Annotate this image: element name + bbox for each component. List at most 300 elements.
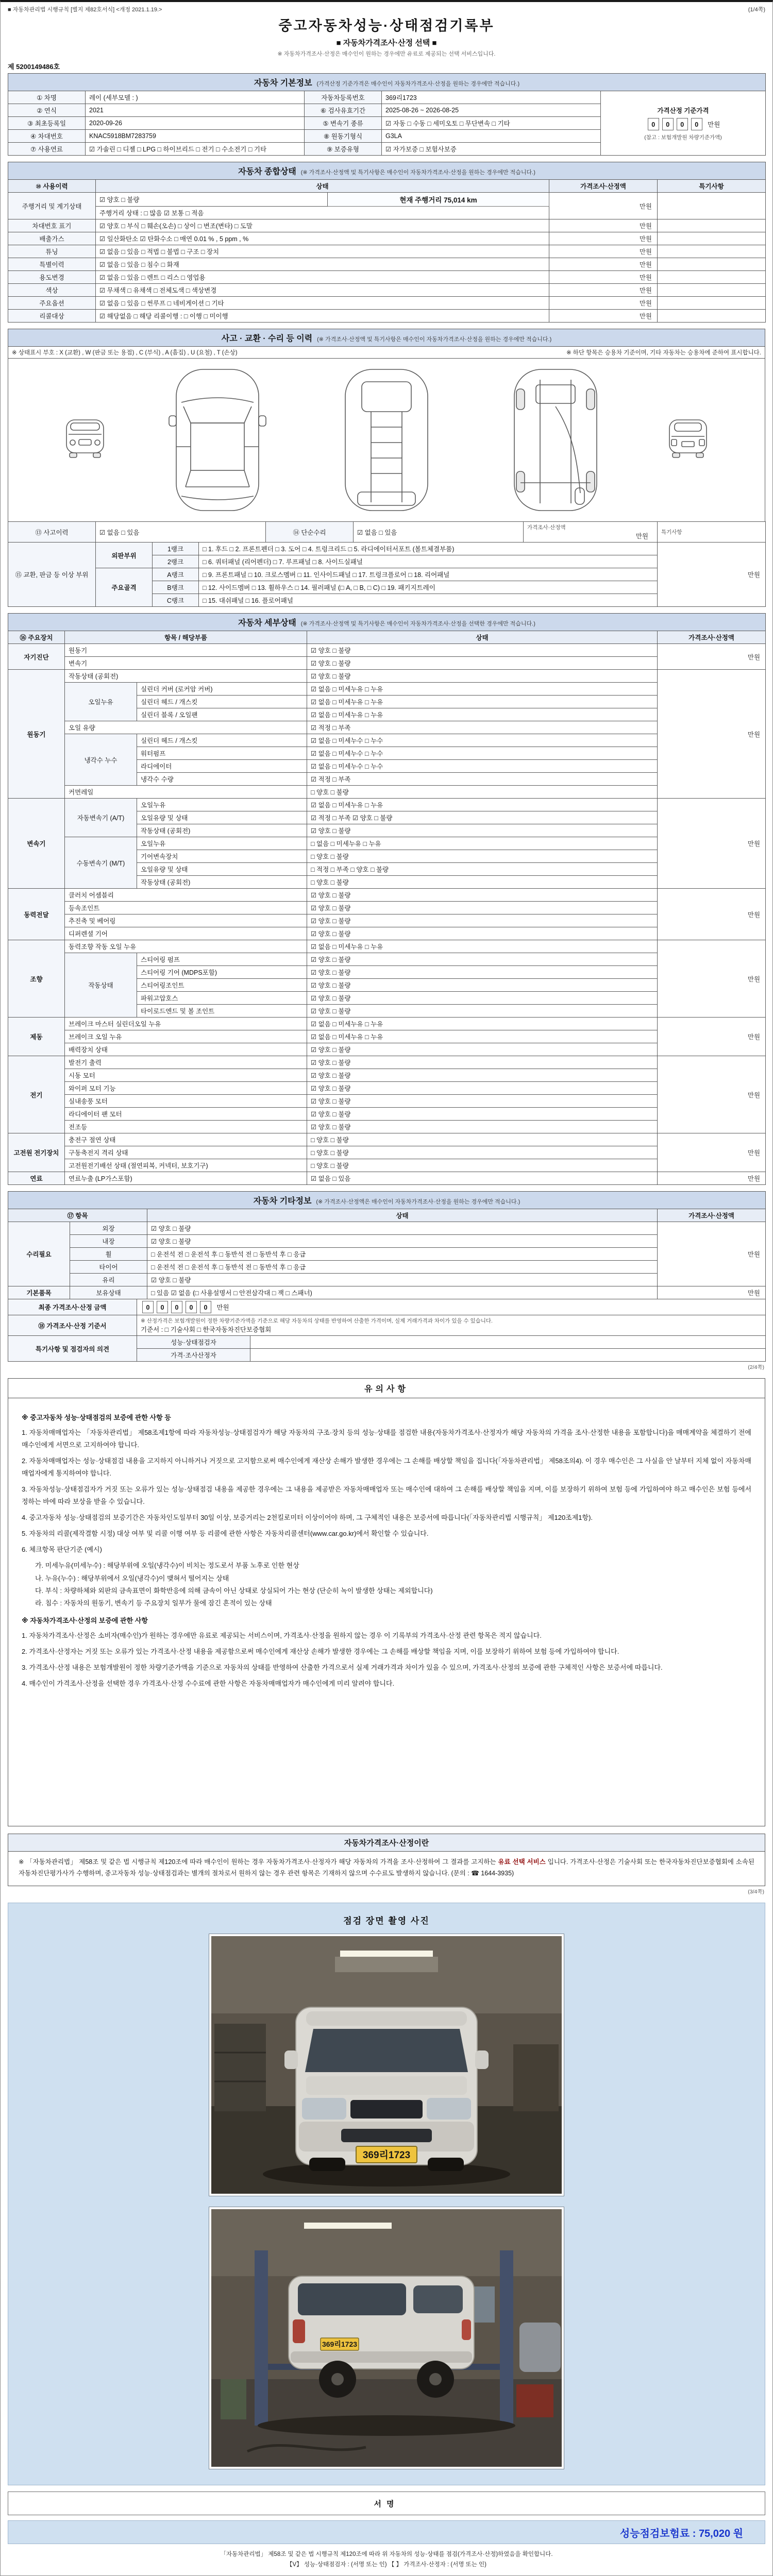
cell: 오일누유 bbox=[137, 837, 307, 850]
element: 성능점검보험료 : bbox=[619, 2528, 696, 2539]
element: 만원 bbox=[216, 1304, 229, 1311]
element bbox=[427, 2098, 471, 2120]
page-subtitle-note: ※ 자동차가격조사·산정은 매수인이 원하는 경우에만 유료로 제공되는 선택 서비스입니다. bbox=[277, 51, 496, 57]
element: ※ 상태표시 부호 : X (교환) , W (판금 또는 용접) , C (부식) , A (흠집) , U (요철) , T (손상) bbox=[12, 350, 238, 356]
pricing-info-body bbox=[8, 1852, 765, 1886]
cell: 만원 bbox=[658, 889, 766, 940]
cell: 배출가스 bbox=[8, 232, 96, 245]
element: 0 bbox=[648, 118, 659, 130]
cell: 만원 bbox=[549, 219, 658, 232]
element bbox=[429, 2373, 442, 2385]
table-row bbox=[8, 614, 766, 631]
cell: ② 연식 bbox=[8, 104, 86, 117]
element bbox=[513, 2044, 559, 2111]
cell: 특별이력 bbox=[8, 258, 96, 271]
element: 기준서 : □ 기술사회 □ 한국자동차진단보증협회 bbox=[141, 1326, 272, 1333]
cell: 연료 bbox=[8, 1172, 65, 1185]
cell: 작동상태 (공회전) bbox=[137, 876, 307, 889]
cell: ☑ 양호 □ 불량 bbox=[96, 193, 328, 207]
cell: 만원 bbox=[658, 1133, 766, 1172]
table-row bbox=[8, 1336, 766, 1349]
cell: 실린더 커버 (로커암 커버) bbox=[137, 683, 307, 696]
element bbox=[8, 614, 766, 1185]
table-row bbox=[8, 1286, 766, 1299]
cell: C랭크 bbox=[153, 594, 199, 607]
cell: ⑥ 검사유효기간 bbox=[305, 104, 382, 117]
cell: 1랭크 bbox=[153, 543, 199, 555]
cell: ⑯ 주요장치 bbox=[8, 631, 65, 644]
cell: 특기사항 bbox=[658, 180, 766, 193]
cell bbox=[524, 522, 658, 543]
cell: ① 차명 bbox=[8, 91, 86, 104]
table-row bbox=[8, 359, 765, 522]
element: (참고 : 보험개발원 차량기준가액) bbox=[644, 134, 722, 141]
element bbox=[341, 2129, 432, 2142]
cell bbox=[658, 522, 766, 543]
cell: ⑭ 단순수리 bbox=[266, 522, 354, 543]
element bbox=[8, 162, 766, 323]
cell: 고전원 전기장치 bbox=[8, 1133, 65, 1172]
cell: A랭크 bbox=[153, 568, 199, 581]
element: 1. 자동차매매업자는 「자동차관리법」 제58조제1항에 따라 자동차성능·상태점검자가 해당 자동차의 구조·장치 등의 성능·상태를 점검한 내용(자동차가격조사·산정자가 해당 자동차의 가격을 조사·산정한 내용을 포함합니다)을 매매계약을 체결하기 전에 매수인에게 서면으로 고지하여야 합니다. bbox=[22, 1429, 751, 1449]
cell: ☑ 자가보증 □ 보험사보증 bbox=[382, 143, 601, 156]
element: 만원 bbox=[635, 533, 648, 540]
cell: 작동상태 bbox=[65, 953, 137, 1018]
final-price-table bbox=[8, 1299, 766, 1315]
cell: 가격조사·산정액 bbox=[658, 631, 766, 644]
table-row bbox=[8, 1095, 766, 1108]
cell: 가격조사·산정액 bbox=[658, 1209, 766, 1222]
cell: ☑ 없음 □ 미세누유 □ 누유 bbox=[307, 708, 658, 721]
cell: ⑬ 사고이력 bbox=[8, 522, 96, 543]
cell: ☑ 없음 □ 미세누수 □ 누수 bbox=[307, 760, 658, 773]
section-header-overall bbox=[8, 162, 766, 180]
element bbox=[93, 453, 100, 457]
cell: 튜닝 bbox=[8, 245, 96, 258]
element bbox=[696, 453, 703, 457]
element: 사고 · 교환 · 수리 등 이력 bbox=[221, 334, 313, 343]
cell: □ 12. 사이드멤버 □ 13. 휠하우스 □ 14. 필러패널 (□ A, □ B, □ C) □ 19. 패키지트레이 bbox=[199, 581, 658, 594]
cell: ☑ 없음 □ 있음 □ 적법 □ 불법 □ 구조 □ 장치 bbox=[96, 245, 549, 258]
cell: 고전원전기배선 상태 (절연피복, 커넥터, 보호기구) bbox=[65, 1159, 307, 1172]
overall-condition-table bbox=[8, 162, 766, 323]
cell: 파워고압호스 bbox=[137, 992, 307, 1005]
table-row bbox=[8, 1146, 766, 1159]
cell: 주행거리 및 계기상태 bbox=[8, 193, 96, 219]
cell: 기어변속장치 bbox=[137, 850, 307, 863]
cell: ☑ 없음 □ 미세누유 □ 누유 bbox=[307, 940, 658, 953]
cell: 상태 bbox=[307, 631, 658, 644]
table-row bbox=[8, 644, 766, 657]
cell: ☑ 적정 □ 부족 bbox=[307, 721, 658, 734]
cell: 제동 bbox=[8, 1018, 65, 1056]
cell: ☑ 가솔린 □ 디젤 □ LPG □ 하이브리드 □ 전기 □ 수소전기 □ 기타 bbox=[86, 143, 305, 156]
basic-info-table bbox=[8, 73, 766, 156]
cell: 수리필요 bbox=[8, 1222, 70, 1286]
cell: 발전기 출력 bbox=[65, 1056, 307, 1069]
cell: ☑ 없음 □ 있음 □ 썬루프 □ 네비게이션 □ 기타 bbox=[96, 297, 549, 310]
table-row bbox=[8, 329, 765, 347]
element bbox=[176, 369, 259, 511]
cell: ☑ 없음 □ 미세누유 □ 누유 bbox=[307, 1030, 658, 1043]
car-diagram-top-exterior bbox=[157, 365, 278, 515]
cell: □ 운전석 전 □ 운전석 후 □ 동반석 전 □ 동반석 후 □ 응급 bbox=[147, 1248, 658, 1261]
cell: ☑ 양호 □ 불량 bbox=[307, 902, 658, 914]
table-row bbox=[8, 953, 766, 966]
element: 특기사항 bbox=[661, 529, 682, 535]
element bbox=[516, 2384, 553, 2417]
cell: □ 6. 쿼터패널 (리어펜더) □ 7. 루프패널 □ 8. 사이드실패널 bbox=[199, 555, 658, 568]
cell: 라디에이터 bbox=[137, 760, 307, 773]
cell: 기본품목 bbox=[8, 1286, 70, 1299]
cell: KNAC5918BM7283759 bbox=[86, 130, 305, 143]
signature-box bbox=[8, 2492, 765, 2516]
element: 0 bbox=[677, 118, 688, 130]
section-header-basic bbox=[8, 74, 766, 91]
table-row bbox=[8, 1069, 766, 1082]
cell: 항목 / 해당부품 bbox=[65, 631, 307, 644]
element: 가격조사·산정액 bbox=[527, 524, 566, 531]
table-row bbox=[8, 522, 766, 543]
table-row bbox=[8, 258, 766, 271]
cell: 오일유량 및 상태 bbox=[137, 811, 307, 824]
table-row bbox=[8, 1315, 766, 1336]
table-row bbox=[8, 568, 766, 581]
table-row bbox=[8, 914, 766, 927]
base-price-box bbox=[601, 91, 766, 156]
cell: □ 양호 □ 불량 bbox=[307, 1133, 658, 1146]
element: (※ 가격조사·산정액 및 특기사항은 매수인이 자동차가격조사·산정을 원하는 경우에만 적습니다.) bbox=[300, 170, 535, 176]
cell: 주요옵션 bbox=[8, 297, 96, 310]
cell bbox=[658, 284, 766, 297]
element bbox=[211, 1936, 562, 2013]
base-price-digits bbox=[604, 118, 762, 130]
cell: ☑ 없음 □ 있음 □ 렌트 □ 리스 □ 영업용 bbox=[96, 271, 549, 284]
cell: ④ 차대번호 bbox=[8, 130, 86, 143]
cell: ☑ 양호 □ 불량 bbox=[147, 1222, 658, 1235]
element bbox=[214, 2024, 266, 2111]
car-diagram-rear-view bbox=[664, 365, 712, 515]
page-marker-3: (3/4쪽) bbox=[748, 1888, 764, 1895]
cell: 만원 bbox=[549, 258, 658, 271]
cell: ☑ 양호 □ 불량 bbox=[307, 657, 658, 670]
cell bbox=[658, 310, 766, 323]
table-row bbox=[8, 1030, 766, 1043]
element bbox=[516, 471, 525, 492]
element: 0 bbox=[171, 1301, 182, 1313]
cell: 원동기 bbox=[65, 644, 307, 657]
element bbox=[306, 2011, 467, 2026]
cell: 디퍼렌셜 기어 bbox=[65, 927, 307, 940]
cell: 보유상태 bbox=[70, 1286, 147, 1299]
table-row bbox=[8, 902, 766, 914]
table-row bbox=[8, 837, 766, 850]
table-row bbox=[8, 193, 766, 207]
cell: ☑ 양호 □ 불량 bbox=[307, 1121, 658, 1133]
cell: ☑ 없음 □ 있음 bbox=[354, 522, 524, 543]
cell: ☑ 없음 □ 미세누유 □ 누유 bbox=[307, 696, 658, 708]
element bbox=[673, 453, 680, 457]
element bbox=[284, 2050, 298, 2069]
table-row bbox=[8, 91, 766, 104]
table-row bbox=[8, 1056, 766, 1069]
element bbox=[586, 471, 595, 492]
cell: 자동차등록번호 bbox=[305, 91, 382, 104]
cell: 타이로드엔드 및 볼 조인트 bbox=[137, 1005, 307, 1018]
etc-info-table bbox=[8, 1191, 766, 1299]
cell: ⑦ 사용연료 bbox=[8, 143, 86, 156]
element: 6. 체크항목 판단기준 (예시) bbox=[22, 1546, 102, 1554]
element bbox=[8, 1315, 766, 1336]
cell: ☑ 양호 □ 불량 bbox=[307, 889, 658, 902]
element bbox=[475, 2050, 489, 2069]
assessor-basis-table bbox=[8, 1315, 766, 1336]
cell: 외판부위 bbox=[96, 543, 153, 568]
table-row bbox=[8, 1043, 766, 1056]
element: 3. 자동차성능·상태점검자가 거짓 또는 오류가 있는 성능·상태점검 내용을 제공한 경우에는 그 내용을 제공받은 자동차매매업자 또는 매수인에 대하여 그 손해를 배상할 책임을 지며, 이를 보장하기 위하여 보험 등에 가입하여야 하고 매수인은 보험 등에서 정하는 바에 따라 보상을 받을 수 있습니다. bbox=[22, 1485, 752, 1506]
cell: 변속기 bbox=[8, 799, 65, 889]
cell: 스티어링 펌프 bbox=[137, 953, 307, 966]
element: 4. 매수인이 가격조사·산정을 선택한 경우 가격조사·산정 수수료에 관한 사항은 자동차매매업자가 매수인에게 미리 알려야 합니다. bbox=[22, 1679, 395, 1687]
notice-body bbox=[8, 1398, 765, 1826]
cell: 와이퍼 모터 기능 bbox=[65, 1082, 307, 1095]
cell: 조향 bbox=[8, 940, 65, 1018]
element bbox=[8, 522, 766, 543]
cell: ☑ 양호 □ 불량 bbox=[307, 1043, 658, 1056]
element: 1. 자동차가격조사·산정은 소비자(매수인)가 원하는 경우에만 유료로 제공되는 서비스이며, 가격조사·산정을 원하지 않는 경우 이 기록부의 가격조사·산정 관련 항목은 적지 않습니다. bbox=[22, 1631, 542, 1639]
table-row bbox=[8, 1172, 766, 1185]
current-mileage: 현재 주행거리 75,014 km bbox=[328, 193, 549, 207]
cell: 만원 bbox=[658, 940, 766, 1018]
cell: ☑ 양호 □ 불량 bbox=[307, 1056, 658, 1069]
table-row bbox=[8, 1192, 766, 1209]
cell: 브레이크 오일 누유 bbox=[65, 1030, 307, 1043]
cell: ☑ 양호 □ 불량 bbox=[307, 953, 658, 966]
element: 자동차 세부상태 bbox=[238, 619, 296, 628]
table-row bbox=[8, 1235, 766, 1248]
element: 0 bbox=[157, 1301, 168, 1313]
table-row bbox=[8, 631, 766, 644]
table-row bbox=[8, 786, 766, 799]
cell: ⑱ 가격조사·산정 기준서 bbox=[8, 1315, 137, 1336]
element bbox=[291, 2351, 472, 2363]
cell bbox=[658, 219, 766, 232]
cell: 2020-09-26 bbox=[86, 117, 305, 130]
table-row bbox=[8, 284, 766, 297]
cell bbox=[250, 1336, 766, 1349]
cell: 차대번호 표기 bbox=[8, 219, 96, 232]
page-marker-2: (2/4쪽) bbox=[748, 1364, 764, 1370]
insurance-fee bbox=[620, 2525, 743, 2540]
element bbox=[309, 2158, 345, 2171]
cell: 만원 bbox=[549, 245, 658, 258]
table-row bbox=[8, 310, 766, 323]
element bbox=[263, 2162, 510, 2187]
cell: 내장 bbox=[70, 1235, 147, 1248]
cell: 만원 bbox=[658, 1222, 766, 1286]
cell: 시동 모터 bbox=[65, 1069, 307, 1082]
cell: ☑ 양호 □ 불량 bbox=[307, 1082, 658, 1095]
element: ※ 산정가격은 보험개발원이 정한 차량기준가액을 기준으로 해당 자동차의 상태를 반영하여 산출한 가격이며, 실제 거래가격과 차이가 있을 수 있습니다. bbox=[141, 1318, 493, 1324]
element: 0 bbox=[691, 118, 702, 130]
inspection-photo-front-frame bbox=[209, 1934, 564, 2196]
cell: 레이 (세부모델 : ) bbox=[86, 91, 305, 104]
cell: 주행거리 상태 : □ 많음 ☑ 보통 □ 적음 bbox=[96, 207, 549, 219]
insurance-band bbox=[8, 2520, 765, 2544]
element: 유료 선택 서비스 bbox=[498, 1858, 546, 1866]
table-row bbox=[8, 734, 766, 747]
cell: ☑ 양호 □ 불량 bbox=[307, 644, 658, 657]
element bbox=[413, 2285, 463, 2313]
cell: 상태 bbox=[147, 1209, 658, 1222]
cell: 구동축전지 격리 상태 bbox=[65, 1146, 307, 1159]
cell: 오일누유 bbox=[137, 799, 307, 811]
table-row bbox=[8, 799, 766, 811]
cell: 동력조향 작동 오일 누유 bbox=[65, 940, 307, 953]
element bbox=[259, 416, 266, 426]
cell: 전기 bbox=[8, 1056, 65, 1133]
table-row bbox=[8, 1222, 766, 1235]
element: 입니다. 가격조사·산정은 기술사회 또는 한국자동차진단보증협회에 소속된 자동차진단평가사가 수행하며, 중고자동차 성능·상태점검과는 별개의 절차로서 원하지 않는 경우 관련 항목은 기재하지 않으며 수수료도 발생하지 않습니다. (문의 : ☎ 1644-3935) bbox=[19, 1858, 754, 1877]
detail-condition-table bbox=[8, 613, 766, 1185]
notice-title: 유의사항 bbox=[8, 1379, 765, 1398]
state-code-legend bbox=[12, 348, 761, 357]
table-row bbox=[8, 721, 766, 734]
table-row bbox=[8, 657, 766, 670]
element: 라. 침수 : 자동차의 원동기, 변속기 등 주요장치 일부가 물에 잠긴 흔적이 있는 상태 bbox=[35, 1599, 272, 1607]
cell: ☑ 양호 □ 불량 bbox=[147, 1235, 658, 1248]
cell: ☑ 없음 □ 미세누유 □ 누유 bbox=[307, 683, 658, 696]
element: ※ 하단 항목은 승용차 기준이며, 기타 자동차는 승용차에 준하여 표시합니다. bbox=[566, 350, 761, 356]
cell: ☑ 없음 □ 미세누수 □ 누수 bbox=[307, 747, 658, 760]
footer-line-1: 「자동차관리법」 제58조 및 같은 법 시행규칙 제120조에 따라 위 자동차의 성능·상태를 점검(가격조사·산정)하였음을 확인합니다. bbox=[220, 2551, 553, 2557]
cell: □ 적정 □ 부족 □ 양호 □ 불량 bbox=[307, 863, 658, 876]
table-row bbox=[8, 245, 766, 258]
element bbox=[350, 2100, 423, 2119]
cell: ☑ 없음 □ 미세누수 □ 누수 bbox=[307, 734, 658, 747]
cell: ☑ 해당없음 □ 해당 리콜이행 : □ 이행 □ 미이행 bbox=[96, 310, 549, 323]
cell: 만원 bbox=[658, 1056, 766, 1133]
cell: 만원 bbox=[658, 644, 766, 670]
cell: 냉각수 수량 bbox=[137, 773, 307, 786]
table-row bbox=[8, 232, 766, 245]
element bbox=[169, 416, 176, 426]
table-row bbox=[8, 683, 766, 696]
table-row bbox=[8, 347, 765, 359]
element: ※ 중고자동차 성능·상태점검의 보증에 관한 사항 등 bbox=[22, 1414, 171, 1421]
cell: 실린더 블록 / 오일팬 bbox=[137, 708, 307, 721]
cell: 추진축 및 베어링 bbox=[65, 914, 307, 927]
cell: 용도변경 bbox=[8, 271, 96, 284]
element: ※ 「자동차관리법」 제58조 및 같은 법 시행규칙 제120조에 따라 매수인이 원하는 경우 자동차가격조사·산정자가 해당 자동차의 가격을 조사·산정하여 그 결과를 고지하는 bbox=[19, 1858, 498, 1866]
cell: 만원 bbox=[549, 297, 658, 310]
table-row bbox=[8, 1248, 766, 1261]
element bbox=[221, 2379, 246, 2419]
cell: 동력전달 bbox=[8, 889, 65, 940]
cell: 실린더 헤드 / 개스킷 bbox=[137, 696, 307, 708]
element: 2. 가격조사·산정자는 거짓 또는 오류가 있는 가격조사·산정 내용을 제공함으로써 매수인에게 재산상 손해가 발생한 경우에는 그 손해를 배상할 책임을 지며, 이를 보장하기 위하여 보험 등에 가입하여야 합니다. bbox=[22, 1647, 619, 1655]
cell: 클러치 어셈블리 bbox=[65, 889, 307, 902]
element bbox=[586, 389, 595, 410]
cell: ☑ 없음 □ 미세누유 □ 누유 bbox=[307, 799, 658, 811]
cell: 커먼레일 bbox=[65, 786, 307, 799]
cell bbox=[658, 245, 766, 258]
element bbox=[8, 543, 766, 607]
element: (※ 가격조사·산정액 및 특기사항은 매수인이 자동차가격조사·산정을 선택한 경우에만 적습니다.) bbox=[300, 621, 535, 627]
footer-line-2: 【V】 성능·상태점검자 : (서명 또는 인) 【 】 가격조사·산정자 : (서명 또는 인) bbox=[287, 2562, 486, 2568]
cell: ☑ 없음 □ 있음 □ 침수 □ 화재 bbox=[96, 258, 549, 271]
element bbox=[500, 2250, 513, 2426]
cell: ⑧ 원동기형식 bbox=[305, 130, 382, 143]
cell: 주요골격 bbox=[96, 568, 153, 607]
element bbox=[70, 453, 77, 457]
cell: □ 1. 후드 □ 2. 프론트펜더 □ 3. 도어 □ 4. 트렁크리드 □ 5. 라디에이터서포트 (볼트체결부품) bbox=[199, 543, 658, 555]
cell: 작동상태 (공회전) bbox=[65, 670, 307, 683]
cell: ☑ 양호 □ 불량 bbox=[307, 670, 658, 683]
cell: ☑ 양호 □ 불량 bbox=[307, 1095, 658, 1108]
element: 자동차 기타정보 bbox=[253, 1197, 312, 1206]
cell: ☑ 양호 □ 불량 bbox=[307, 914, 658, 927]
element: 나. 누유(누수) : 해당부위에서 오일(냉각수)이 맺혀서 떨어지는 상태 bbox=[35, 1574, 229, 1582]
cell: 외장 bbox=[70, 1222, 147, 1235]
element: 다. 부식 : 차량하체와 외판의 금속표면이 화학반응에 의해 금속이 아닌 상태로 상실되어 가는 현상 (단순히 녹이 발생한 상태는 제외합니다) bbox=[35, 1586, 433, 1595]
cell: 실린더 헤드 / 개스킷 bbox=[137, 734, 307, 747]
accident-summary-table bbox=[8, 521, 766, 543]
cell: ☑ 일산화탄소 ☑ 탄화수소 □ 매연 0.01 % , 5 ppm , % bbox=[96, 232, 549, 245]
cell: 2025-08-26 ~ 2026-08-25 bbox=[382, 104, 601, 117]
element bbox=[305, 2029, 468, 2072]
cell: ⑰ 항목 bbox=[8, 1209, 147, 1222]
element bbox=[340, 1951, 433, 1957]
cell: ☑ 양호 □ 불량 bbox=[307, 992, 658, 1005]
element bbox=[298, 2283, 406, 2315]
cell bbox=[658, 193, 766, 219]
cell: 2021 bbox=[86, 104, 305, 117]
photo-section-title: 점검 장면 촬영 사진 bbox=[343, 1916, 430, 1926]
cell: 369리1723 bbox=[382, 91, 601, 104]
table-row bbox=[8, 1082, 766, 1095]
element: 자동차 종합상태 bbox=[238, 167, 296, 176]
element bbox=[462, 2319, 471, 2340]
cell: 휠 bbox=[70, 1248, 147, 1261]
cell: ⑮ 교환, 판금 등 이상 부위 bbox=[8, 543, 96, 607]
license-plate-rear: 369리1723 bbox=[322, 2340, 358, 2348]
signature-label: 서명 bbox=[374, 2499, 399, 2509]
inspection-photo-lift-frame bbox=[209, 2207, 564, 2469]
table-row bbox=[8, 543, 766, 555]
cell: 특기사항 및 점검자의 의견 bbox=[8, 1336, 137, 1362]
table-row bbox=[8, 889, 766, 902]
accident-history-table bbox=[8, 329, 765, 522]
cell bbox=[658, 297, 766, 310]
remarks-table bbox=[8, 1335, 766, 1362]
table-row bbox=[8, 1121, 766, 1133]
page-subtitle: ■ 자동차가격조사·산정 선택 ■ bbox=[336, 39, 437, 47]
cell: 스티어링조인트 bbox=[137, 979, 307, 992]
cell: 만원 bbox=[658, 1018, 766, 1056]
element bbox=[258, 2415, 515, 2436]
element: 0 bbox=[200, 1301, 211, 1313]
element: 0 bbox=[142, 1301, 154, 1313]
cell bbox=[250, 1349, 766, 1362]
element: (※ 가격조사·산정액은 매수인이 자동차가격조사·산정을 원하는 경우에만 적습니다.) bbox=[316, 1199, 520, 1205]
cell: 성능·상태점검자 bbox=[137, 1336, 250, 1349]
cell bbox=[658, 232, 766, 245]
element bbox=[8, 329, 765, 522]
element: 3. 가격조사·산정 내용은 보험개발원이 정한 차량기준가액을 기준으로 자동차의 상태를 반영하여 산출한 가격으로서 실제 거래가격과 차이가 있을 수 있으며, 가격조사·산정의 보증에 관한 구체적인 사항은 보증서에 따릅니다. bbox=[22, 1663, 663, 1671]
cell: ☑ 양호 □ 불량 bbox=[307, 1069, 658, 1082]
table-row bbox=[8, 1261, 766, 1274]
